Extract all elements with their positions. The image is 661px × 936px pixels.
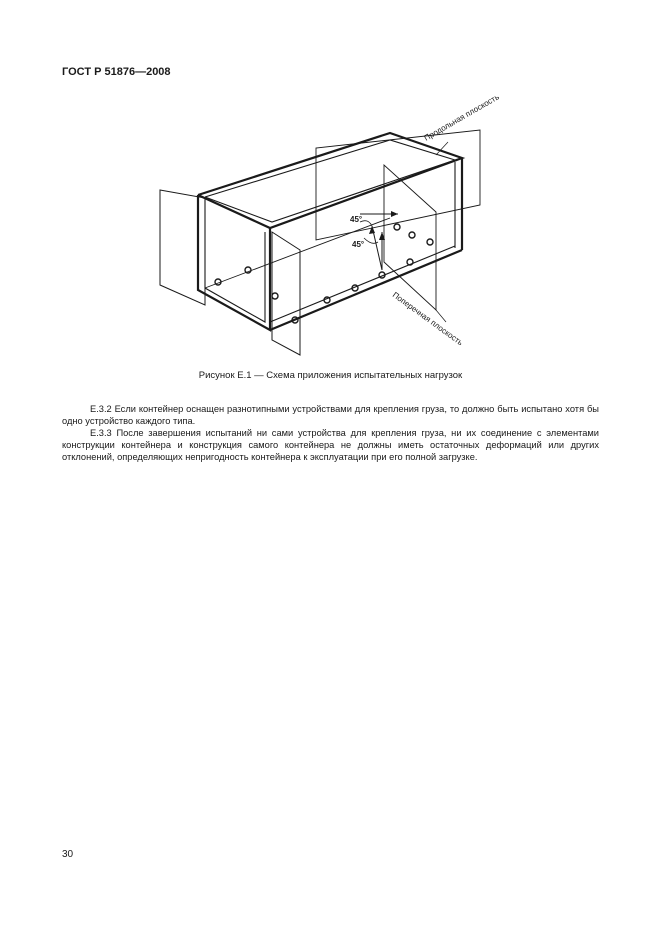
angle-label-1: 45° bbox=[350, 215, 363, 224]
page-number: 30 bbox=[62, 849, 74, 860]
longitudinal-plane-label: Продольная плоскость bbox=[422, 92, 501, 143]
container-diagram-svg bbox=[150, 92, 501, 365]
front-end-inner bbox=[205, 200, 265, 322]
container-top-edge bbox=[198, 133, 462, 228]
paragraph-e32-text: Е.3.2 Если контейнер оснащен разнотипными устройствами для крепления груза, то должно быть испытано хотя бы одно устройство каждого типа. bbox=[62, 404, 599, 427]
container-diagram bbox=[150, 92, 501, 365]
paragraph-e33 bbox=[62, 427, 599, 464]
front-end-frame bbox=[198, 195, 270, 330]
angle-label-2: 45° bbox=[352, 240, 365, 249]
paragraph-e32 bbox=[62, 403, 599, 427]
document-header: ГОСТ Р 51876—2008 bbox=[62, 66, 171, 78]
figure-caption: Рисунок Е.1 — Схема приложения испытательных нагрузок bbox=[198, 370, 463, 381]
paragraph-e33-text: Е.3.3 После завершения испытаний ни сами устройства для крепления груза, ни их соединение с элементами конструкции контейнера и конструкция самого контейнера не должны иметь остаточных деформаций или других отклонений, определяющих непригодность контейнера к эксплуатации при его полной загрузке. bbox=[62, 428, 599, 463]
transverse-plane-label: Поперечная плоскость bbox=[390, 290, 465, 348]
